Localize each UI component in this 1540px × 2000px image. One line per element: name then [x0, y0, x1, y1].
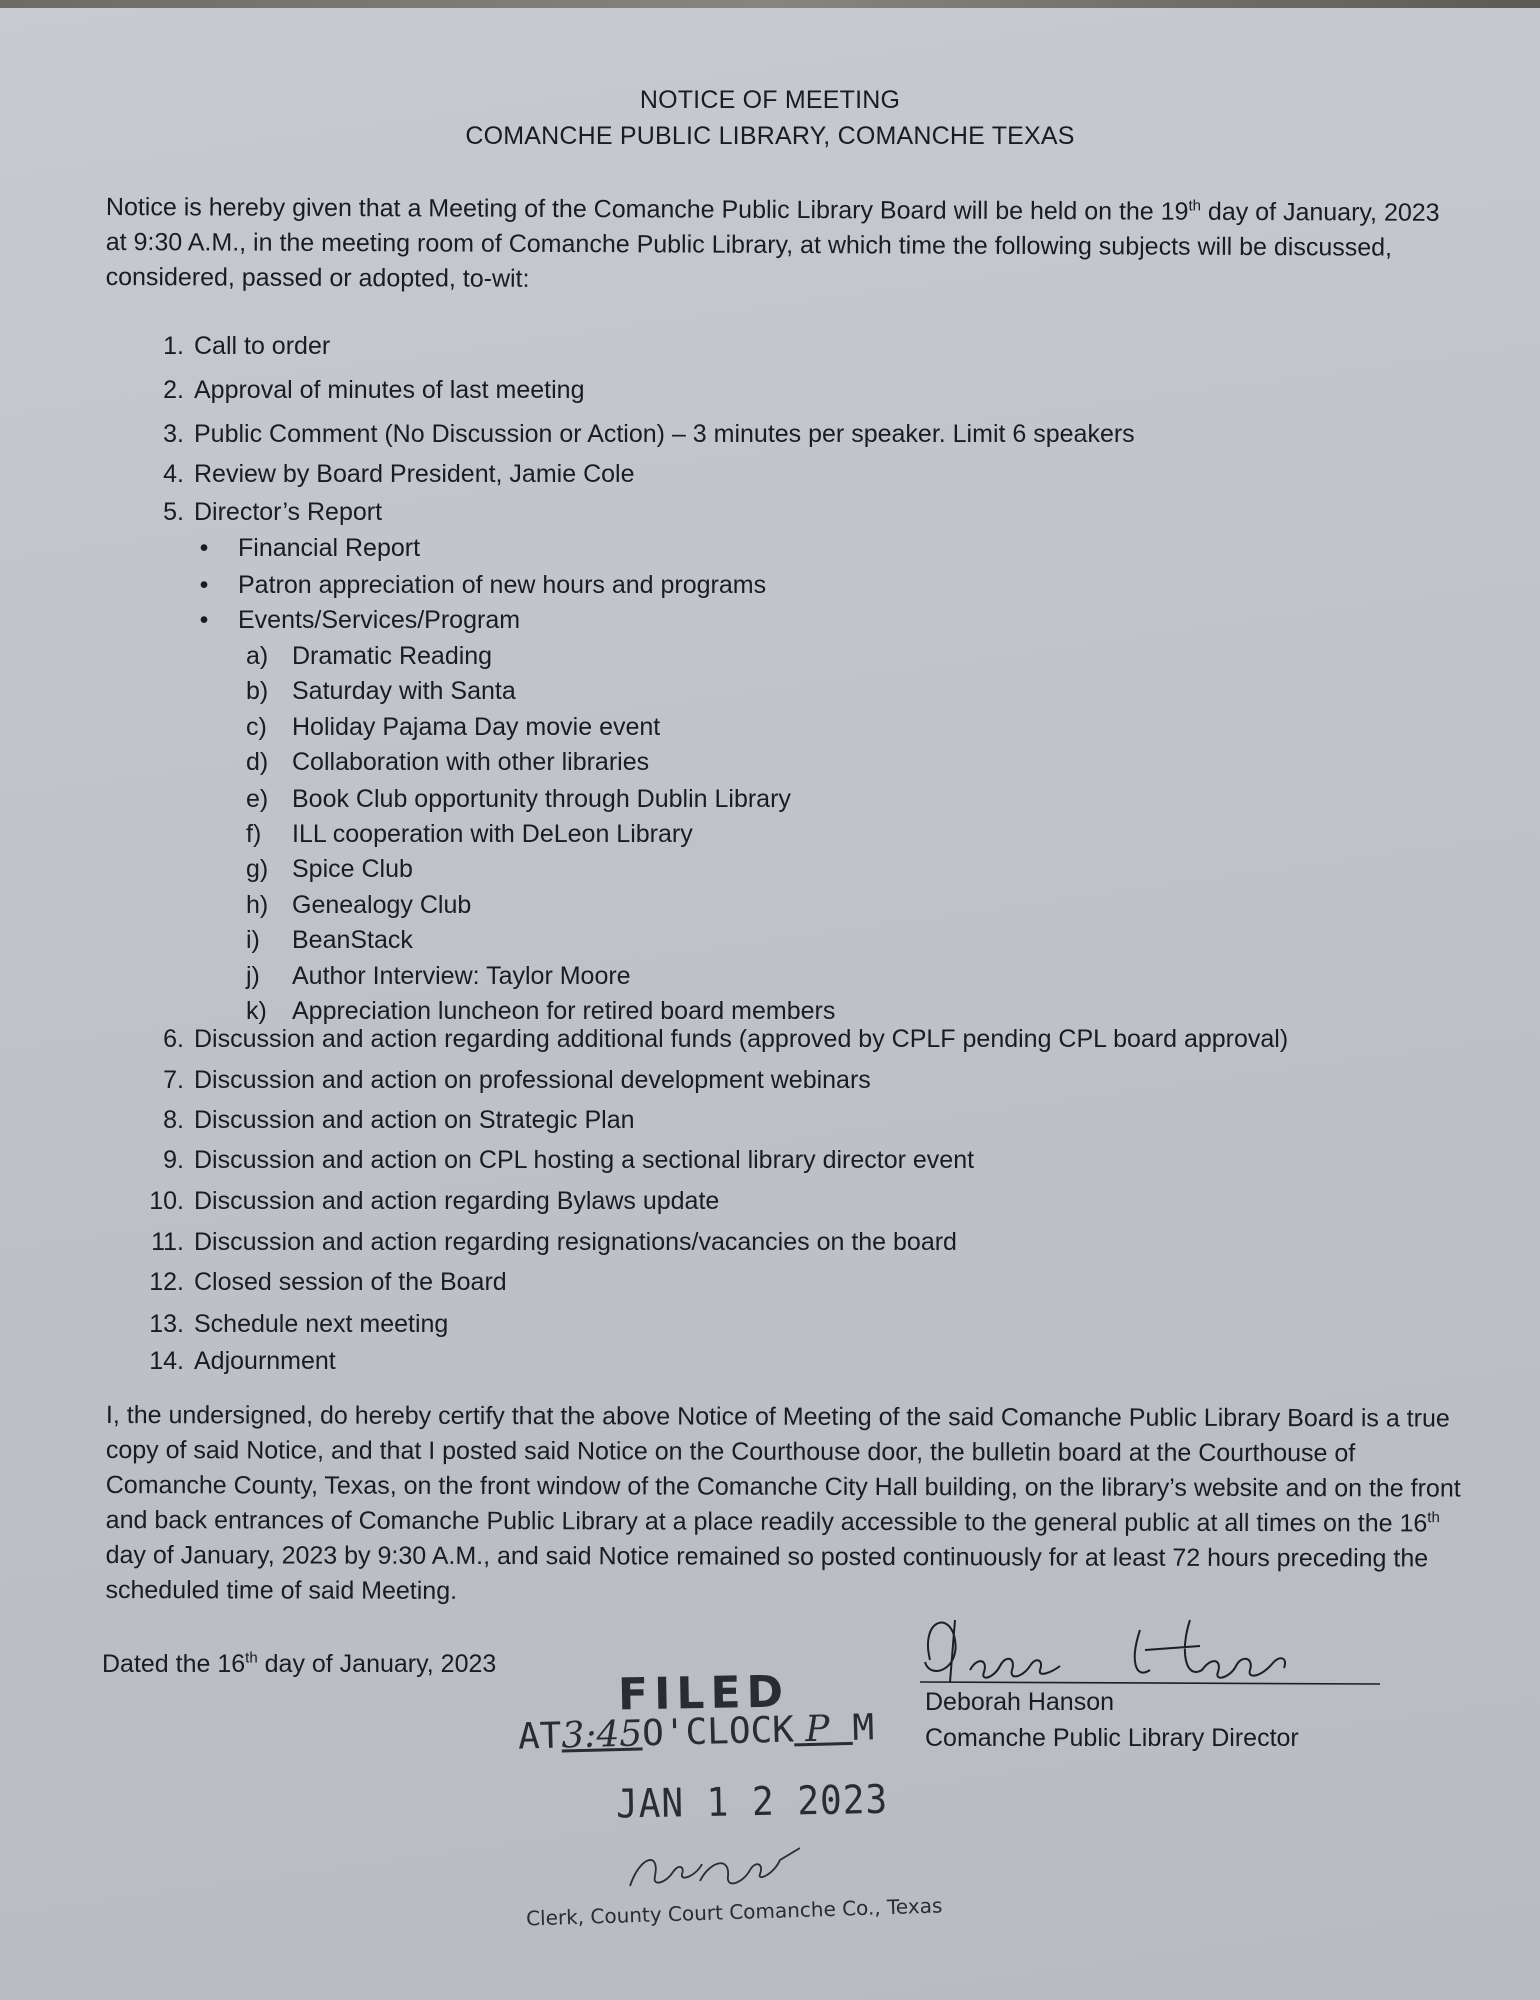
top-edge-strip	[0, 0, 1540, 8]
cert-text-post: day of January, 2023 by 9:30 A.M., and said Notice remained so posted continuously for at least 72 hours preceding the scheduled time of said Meeting.	[105, 1540, 1429, 1605]
clerk-stamp-line: Clerk, County Court Comanche Co., Texas	[525, 1893, 943, 1931]
item-number: 14.	[149, 1347, 184, 1375]
item-text: Spice Club	[292, 855, 413, 883]
subitem-letter: e)	[246, 785, 269, 813]
item-number: 2.	[163, 376, 184, 404]
agenda-item	[140, 376, 584, 405]
stamp-time-handwritten: 3:45	[560, 1713, 643, 1757]
bullet-marker: •	[199, 606, 209, 634]
intro-text-pre: Notice is hereby given that a Meeting of the Comanche Public Library Board will be held on the 19	[105, 192, 1189, 226]
stamp-meridiem-handwritten	[793, 1708, 853, 1751]
item-text: Collaboration with other libraries	[292, 748, 650, 776]
subitem-letter: a)	[246, 642, 269, 670]
item-number: 11.	[151, 1228, 184, 1256]
item-number: 13.	[149, 1310, 184, 1338]
notice-title: NOTICE OF MEETING	[639, 86, 901, 114]
agenda-subitem	[246, 748, 649, 777]
item-text: Director’s Report	[194, 498, 383, 526]
intro-text-post: day of January, 2023 at 9:30 A.M., in the meeting room of Comanche Public Library, at which time the following subjects will be discussed, considered, passed or adopted, to-wit:	[105, 197, 1440, 293]
agenda-subitem	[246, 642, 492, 671]
item-text: ILL cooperation with DeLeon Library	[292, 820, 693, 848]
agenda-item	[140, 1066, 871, 1095]
filed-stamp-date: JAN 1 2 2023	[615, 1777, 889, 1828]
item-number: 6.	[163, 1025, 184, 1053]
agenda-item	[140, 498, 382, 527]
item-text: Book Club opportunity through Dublin Library	[292, 785, 791, 813]
agenda-item	[140, 460, 634, 489]
filed-stamp-time	[518, 1707, 875, 1757]
dated-pre: Dated the 16	[102, 1650, 246, 1678]
item-text: Adjournment	[194, 1347, 336, 1375]
library-name: COMANCHE PUBLIC LIBRARY, COMANCHE TEXAS	[465, 122, 1075, 150]
agenda-item	[140, 1347, 336, 1376]
clerk-signature	[620, 1846, 800, 1896]
agenda-subitem	[246, 962, 631, 991]
agenda-item	[140, 1106, 635, 1135]
bullet-marker: •	[199, 571, 209, 599]
item-text: Discussion and action on Strategic Plan	[194, 1106, 635, 1134]
item-text: Discussion and action regarding Bylaws update	[194, 1187, 720, 1215]
item-text: Schedule next meeting	[194, 1310, 449, 1338]
subitem-letter: i)	[246, 926, 260, 954]
agenda-item	[140, 1228, 957, 1257]
item-text: Appreciation luncheon for retired board members	[292, 997, 836, 1025]
item-number: 7.	[163, 1066, 184, 1094]
agenda-item	[140, 1025, 1288, 1054]
agenda-subitem	[246, 820, 693, 849]
item-text: Financial Report	[238, 534, 421, 562]
agenda-item	[140, 332, 330, 361]
signer-title: Comanche Public Library Director	[925, 1724, 1299, 1752]
filed-stamp-label: FILED	[617, 1666, 790, 1721]
item-text: Call to order	[194, 332, 331, 360]
bullet-marker: •	[199, 534, 209, 562]
item-text: Public Comment (No Discussion or Action) – 3 minutes per speaker. Limit 6 speakers	[194, 420, 1135, 448]
agenda-subitem	[246, 926, 413, 955]
agenda-subitem	[246, 785, 791, 814]
agenda-subitem	[246, 997, 835, 1026]
subitem-letter: b)	[246, 677, 269, 705]
item-text: Saturday with Santa	[292, 677, 516, 705]
signer-name: Deborah Hanson	[925, 1688, 1115, 1716]
item-number: 12.	[149, 1268, 184, 1296]
item-text: Genealogy Club	[292, 891, 472, 919]
agenda-bullet-item	[192, 534, 420, 563]
director-signature	[910, 1600, 1390, 1690]
agenda-bullet-item	[192, 571, 766, 600]
subitem-letter: j)	[246, 962, 260, 990]
subitem-letter: d)	[246, 748, 269, 776]
item-number: 3.	[163, 420, 184, 448]
agenda-item	[140, 1268, 507, 1297]
dated-sup: th	[245, 1649, 258, 1667]
item-number: 1.	[163, 332, 184, 360]
agenda-item	[140, 1310, 448, 1339]
agenda-item	[140, 1146, 974, 1175]
agenda-subitem	[246, 891, 471, 920]
item-text: Holiday Pajama Day movie event	[292, 713, 661, 741]
agenda-item	[140, 1187, 719, 1216]
agenda-item	[140, 420, 1135, 449]
item-text: Closed session of the Board	[194, 1268, 507, 1296]
subitem-letter: f)	[246, 820, 262, 848]
cert-text-pre: I, the undersigned, do hereby certify that the above Notice of Meeting of the said Comanche Public Library Board is a true copy of said Notice, and that I posted said Notice on the Courthouse door, the bulletin board at the Courthouse of Comanche County, Texas, on the front window of the Comanche City Hall building, on the library’s website and on the front and back entrances of Comanche Public Library at a place readily accessible to the general public at all times on the 16	[105, 1401, 1461, 1538]
item-text: BeanStack	[292, 926, 413, 954]
stamp-at: AT	[517, 1715, 562, 1758]
item-number: 10.	[149, 1187, 184, 1215]
dated-line	[102, 1650, 496, 1679]
item-text: Discussion and action on CPL hosting a sectional library director event	[194, 1146, 975, 1174]
dated-post: day of January, 2023	[257, 1650, 497, 1678]
subitem-letter: h)	[246, 891, 269, 919]
item-number: 4.	[163, 460, 184, 488]
stamp-m: M	[851, 1707, 875, 1749]
certification-paragraph	[105, 1398, 1466, 1612]
agenda-subitem	[246, 855, 413, 884]
agenda-bullet-item	[192, 606, 520, 635]
item-text: Events/Services/Program	[238, 606, 521, 634]
item-text: Patron appreciation of new hours and programs	[238, 571, 767, 599]
intro-paragraph	[106, 190, 1466, 301]
item-text: Author Interview: Taylor Moore	[292, 962, 631, 990]
signature-lettering: Deborah Hanson	[910, 1600, 918, 1601]
intro-sup: th	[1188, 197, 1202, 215]
subitem-letter: k)	[246, 997, 267, 1025]
item-number: 5.	[163, 498, 184, 526]
stamp-meridiem-value: P	[804, 1708, 831, 1751]
item-number: 8.	[163, 1106, 184, 1134]
subitem-letter: g)	[246, 855, 269, 883]
subitem-letter: c)	[246, 713, 267, 741]
item-text: Review by Board President, Jamie Cole	[194, 460, 635, 488]
item-number: 9.	[163, 1146, 184, 1174]
item-text: Discussion and action regarding additional funds (approved by CPLF pending CPL board approval)	[194, 1025, 1289, 1053]
item-text: Approval of minutes of last meeting	[194, 376, 585, 404]
cert-sup: th	[1427, 1509, 1440, 1527]
item-text: Discussion and action on professional development webinars	[194, 1066, 871, 1094]
item-text: Dramatic Reading	[292, 642, 493, 670]
agenda-subitem	[246, 713, 660, 742]
stamp-oclock: O'CLOCK	[641, 1709, 795, 1755]
item-text: Discussion and action regarding resignations/vacancies on the board	[194, 1228, 957, 1256]
agenda-subitem	[246, 677, 516, 706]
